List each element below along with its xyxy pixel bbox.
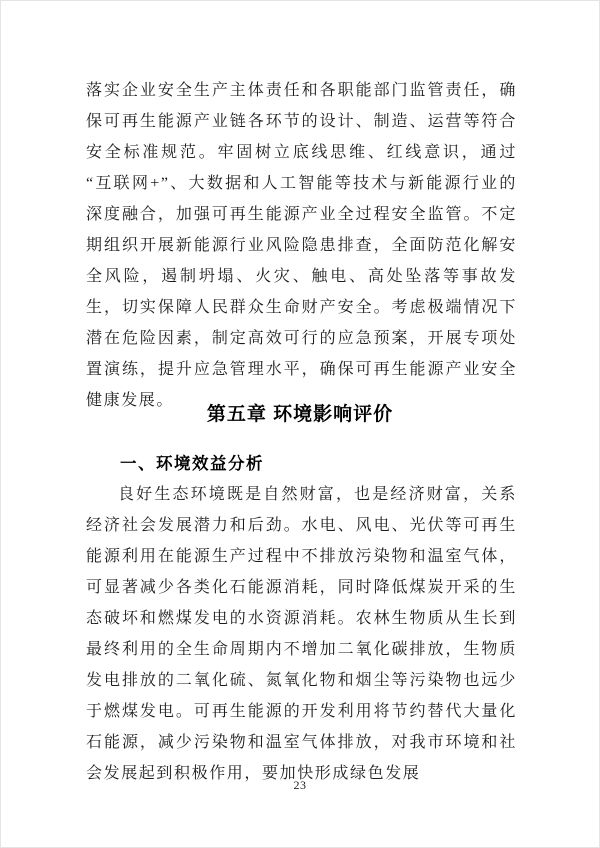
paragraph-environmental-benefit: 良好生态环境既是自然财富，也是经济财富，关系经济社会发展潜力和后劲。水电、风电、光伏等可再生能源利用在能源生产过程中不排放污染物和温室气体，可显著减少各类化石能源消耗，同时降低煤炭开采的生态破坏和燃煤发电的水资源消耗。农林生物质从生长到最终利用的全生命周期内不增加二氧化碳排放，生物质发电排放的二氧化硫、氮氧化物和烟尘等污染物也远少于燃煤发电。可再生能源的开发利用将节约替代大量化石能源，减少污染物和温室气体排放，对我市环境和社会发展起到积极作用，要加快形成绿色发展 [86, 486, 517, 782]
chapter-heading: 第五章 环境影响评价 [206, 404, 394, 425]
page-number: 23 [293, 778, 307, 792]
section-heading: 一、环境效益分析 [120, 455, 264, 473]
paragraph-safety-supervision: 落实企业安全生产主体责任和各职能部门监管责任，确保可再生能源产业链各环节的设计、制造、运营等符合安全标准规范。牢固树立底线思维、红线意识，通过“互联网+”、大数据和人工智能等技术与新能源行业的深度融合，加强可再生能源产业全过程安全监管。不定期组织开展新能源行业风险隐患排查，全面防范化解安全风险，遏制坍塌、火灾、触电、高处坠落等事故发生，切实保障人民群众生命财产安全。考虑极端情况下潜在危险因素，制定高效可行的应急预案，开展专项处置演练，提升应急管理水平，确保可再生能源产业安全健康发展。 [86, 82, 517, 409]
